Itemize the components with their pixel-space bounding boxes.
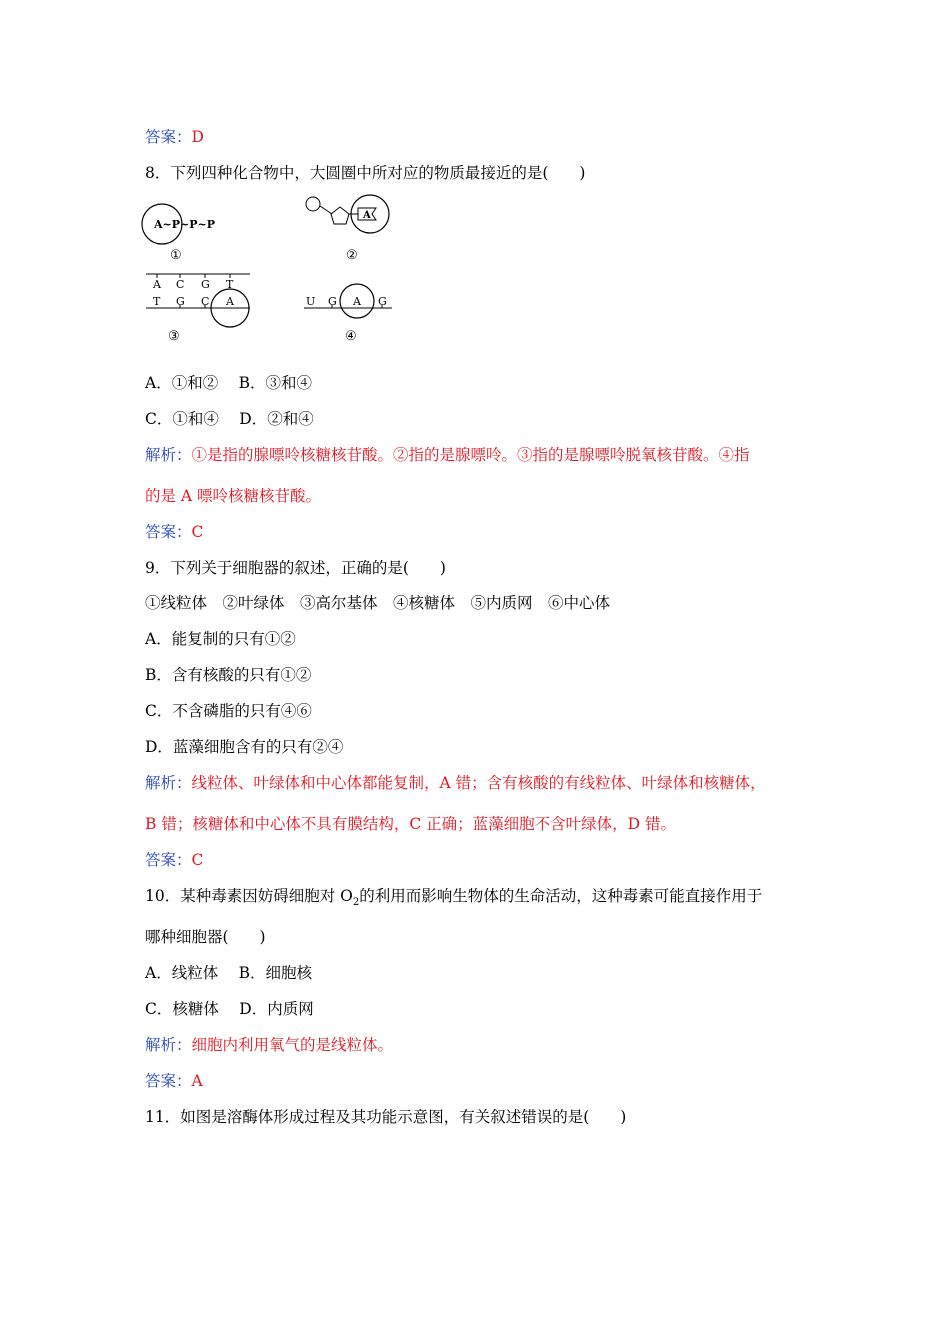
rna-base-4: G [378, 295, 387, 308]
analysis-line [145, 444, 750, 466]
top-base-2: C [176, 278, 185, 291]
answer-label: 答案： [145, 1072, 192, 1090]
pentose-pentagon [331, 207, 349, 224]
question-10 [145, 885, 762, 914]
figure-num-2: ② [346, 248, 358, 263]
analysis-line [145, 772, 766, 794]
answer-line [145, 126, 204, 148]
oxygen-subscript: 2 [352, 897, 360, 909]
rna-base-1: U [306, 295, 316, 308]
analysis-label: 解析： [145, 446, 192, 464]
question-10-continued: 哪种细胞器( ) [145, 928, 266, 946]
top-base-4: T [226, 278, 234, 291]
option-ab: A．①和② B．③和④ [145, 374, 313, 392]
answer-line [145, 521, 203, 543]
option-cd: C．核糖体 D．内质网 [145, 1000, 314, 1018]
top-base-1: A [153, 278, 161, 291]
bottom-base-3: C [201, 295, 210, 308]
figure-num-4: ④ [345, 329, 357, 344]
atp-chain: A~P~P~P [154, 218, 215, 231]
figure-num-3: ③ [168, 329, 180, 344]
answer-line [145, 849, 203, 871]
question-9: 9．下列关于细胞器的叙述，正确的是( ) [145, 559, 446, 577]
answer-label: 答案： [145, 851, 192, 869]
bottom-base-1: T [153, 295, 161, 308]
answer-value: C [191, 851, 204, 869]
option-c: C．不含磷脂的只有④⑥ [145, 702, 312, 720]
answer-label: 答案： [145, 523, 192, 541]
analysis-continued: B 错；核糖体和中心体不具有膜结构，C 正确；蓝藻细胞不含叶绿体，D 错。 [145, 815, 676, 833]
figure-num-1: ① [170, 248, 182, 263]
option-d: D．蓝藻细胞含有的只有②④ [145, 738, 344, 756]
option-ab: A．线粒体 B．细胞核 [145, 964, 313, 982]
analysis-line [145, 1034, 393, 1056]
answer-label: 答案： [145, 128, 192, 146]
question-11: 11．如图是溶酶体形成过程及其功能示意图，有关叙述错误的是( ) [145, 1108, 627, 1126]
answer-value: A [191, 1072, 203, 1090]
bottom-base-4: A [226, 295, 234, 308]
compound-figure [140, 190, 410, 350]
base-a: A [363, 210, 371, 221]
analysis-text: 线粒体、叶绿体和中心体都能复制，A 错；含有核酸的有线粒体、叶绿体和核糖体， [191, 774, 766, 792]
answer-value: C [191, 523, 204, 541]
analysis-text: ①是指的腺嘌呤核糖核苷酸。②指的是腺嘌呤。③指的是腺嘌呤脱氧核苷酸。④指 [191, 446, 750, 464]
bond-line [320, 206, 332, 214]
option-a: A．能复制的只有①② [145, 630, 296, 648]
answer-line [145, 1070, 203, 1092]
question-8: 8．下列四种化合物中，大圆圈中所对应的物质最接近的是( ) [145, 164, 586, 182]
rna-base-3: A [353, 295, 361, 308]
question-10-post: 的利用而影响生物体的生命活动，这种毒素可能直接作用于 [359, 887, 763, 905]
phosphate-circle [306, 197, 320, 211]
answer-value: D [191, 128, 204, 146]
analysis-label: 解析： [145, 1036, 192, 1054]
compound-diagram [140, 190, 410, 350]
analysis-text: 细胞内利用氧气的是线粒体。 [191, 1036, 394, 1054]
question-10-pre: 10．某种毒素因妨碍细胞对 O [145, 887, 353, 905]
bottom-base-2: G [176, 295, 185, 308]
top-base-3: G [201, 278, 210, 291]
option-b: B．含有核酸的只有①② [145, 666, 312, 684]
analysis-label: 解析： [145, 774, 192, 792]
organelle-list: ①线粒体 ②叶绿体 ③高尔基体 ④核糖体 ⑤内质网 ⑥中心体 [145, 594, 611, 612]
rna-base-2: G [328, 295, 337, 308]
analysis-continued: 的是 A 嘌呤核糖核苷酸。 [145, 487, 322, 505]
option-cd: C．①和④ D．②和④ [145, 410, 314, 428]
